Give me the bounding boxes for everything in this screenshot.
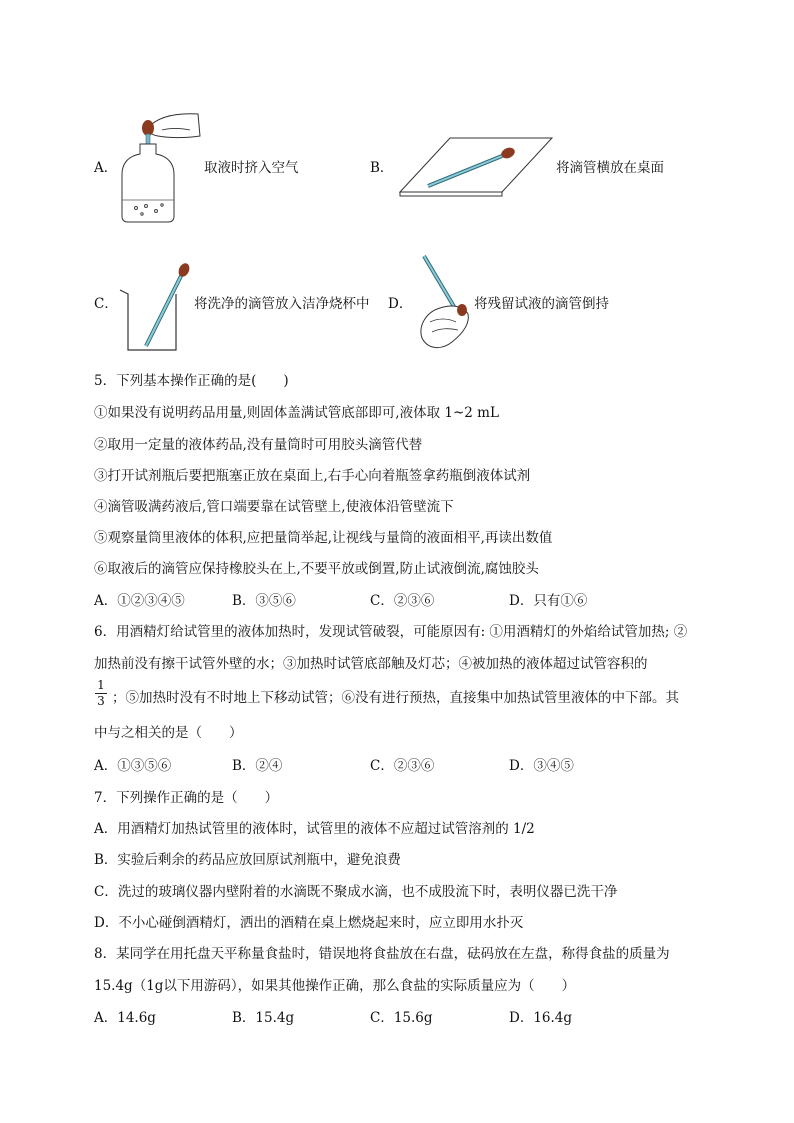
q5-option-a: A．①②③④⑤ bbox=[94, 593, 185, 609]
q5-option-c: C．②③⑥ bbox=[370, 593, 435, 609]
q6-line-4: 中与之相关的是（ ） bbox=[94, 725, 243, 741]
q6-line-3: ；⑤加热时没有不时地上下移动试管；⑥没有进行预热，直接集中加热试管里液体的中下部。其 bbox=[112, 690, 679, 706]
q6-option-b: B．②④ bbox=[232, 758, 283, 774]
dropper-on-table-illustration bbox=[398, 134, 554, 198]
q6-fraction-numerator: 1 bbox=[97, 678, 105, 692]
q8-option-d: D．16.4g bbox=[509, 1010, 573, 1026]
dropper-squeeze-bottle-illustration bbox=[118, 108, 202, 226]
q5-item-6: ⑥取液后的滴管应保持橡胶头在上,不要平放或倒置,防止试液倒流,腐蚀胶头 bbox=[94, 561, 539, 577]
q7-option-b: B．实验后剩余的药品应放回原试剂瓶中，避免浪费 bbox=[94, 852, 401, 868]
q4-option-b-text: 将滴管横放在桌面 bbox=[556, 160, 664, 176]
q6-option-d: D．③④⑤ bbox=[509, 758, 574, 774]
q7-option-c: C．洗过的玻璃仪器内壁附着的水滴既不聚成水滴，也不成股流下时，表明仪器已洗干净 bbox=[94, 884, 618, 900]
q4-option-b-letter: B． bbox=[370, 160, 394, 176]
q4-option-d-letter: D． bbox=[388, 296, 413, 312]
dropper-in-beaker-illustration bbox=[116, 260, 192, 356]
q6-line-1: 6．用酒精灯给试管里的液体加热时，发现试管破裂，可能原因有: ①用酒精灯的外焰给试管加热; ② bbox=[94, 624, 688, 640]
q7-stem: 7．下列操作正确的是（ ） bbox=[94, 790, 279, 806]
q5-option-b: B．③⑤⑥ bbox=[232, 593, 296, 609]
q6-fraction bbox=[94, 679, 108, 708]
q4-option-c-text: 将洗净的滴管放入洁净烧杯中 bbox=[194, 296, 370, 312]
q6-line-2: 加热前没有擦干试管外壁的水；③加热时试管底部触及灯芯；④被加热的液体超过试管容积的 bbox=[94, 656, 648, 672]
q8-option-a: A．14.6g bbox=[94, 1010, 156, 1026]
q5-item-1: ①如果没有说明药品用量,则固体盖满试管底部即可,液体取 1~2 mL bbox=[94, 405, 499, 421]
q5-item-2: ②取用一定量的液体药品,没有量筒时可用胶头滴管代替 bbox=[94, 437, 423, 453]
q4-option-d-text: 将残留试液的滴管倒持 bbox=[474, 296, 609, 312]
q8-line-1: 8．某同学在用托盘天平称量食盐时，错误地将食盐放在右盘，砝码放在左盘，称得食盐的质量为 bbox=[94, 946, 670, 962]
q4-option-c-letter: C． bbox=[94, 296, 118, 312]
q5-stem: 5．下列基本操作正确的是( ) bbox=[94, 373, 289, 389]
q8-option-b: B．15.4g bbox=[232, 1010, 295, 1026]
q7-option-a: A．用酒精灯加热试管里的液体时，试管里的液体不应超过试管溶剂的 1/2 bbox=[94, 821, 535, 837]
q5-item-4: ④滴管吸满药液后,管口端要靠在试管壁上,使液体沿管壁流下 bbox=[94, 499, 454, 515]
q6-fraction-denominator: 3 bbox=[97, 694, 105, 708]
q6-option-a: A．①③⑤⑥ bbox=[94, 758, 172, 774]
q6-option-c: C．②③⑥ bbox=[370, 758, 435, 774]
q5-option-d: D．只有①⑥ bbox=[509, 593, 588, 609]
q8-option-c: C．15.6g bbox=[370, 1010, 433, 1026]
q7-option-d: D．不小心碰倒酒精灯，洒出的酒精在桌上燃烧起来时，应立即用水扑灭 bbox=[94, 915, 524, 931]
q4-option-a-letter: A． bbox=[94, 160, 118, 176]
q8-line-2: 15.4g（1g以下用游码），如果其他操作正确，那么食盐的实际质量应为（ ） bbox=[94, 978, 576, 994]
q5-item-5: ⑤观察量筒里液体的体积,应把量筒举起,让视线与量筒的液面相平,再读出数值 bbox=[94, 530, 553, 546]
q5-item-3: ③打开试剂瓶后要把瓶塞正放在桌面上,右手心向着瓶签拿药瓶倒液体试剂 bbox=[94, 468, 531, 484]
dropper-held-inverted-illustration bbox=[412, 252, 474, 354]
q4-option-a-text: 取液时挤入空气 bbox=[204, 160, 299, 176]
